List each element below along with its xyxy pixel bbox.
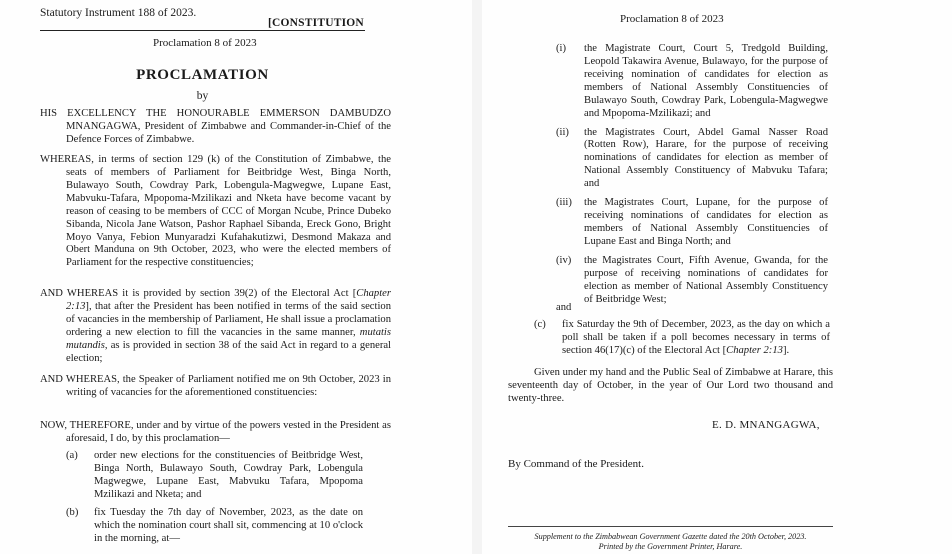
list-item — [66, 507, 363, 546]
whereas-paragraph-2 — [40, 288, 391, 366]
item-text: the Magistrates Court, Fifth Avenue, Gwanda, for the purpose of receiving nominations of candidates for election as member of National Assembly Constituency of Beitbridge West; — [584, 254, 828, 305]
item-c-text-a: fix Saturday the 9th of December, 2023, as the day on which a poll shall be taken if a poll becomes necessary in terms of section 46(17)(c) of the Electoral Act [ — [562, 319, 830, 356]
whereas-paragraph-3: AND WHEREAS, the Speaker of Parliament notified me on 9th October, 2023 in writing of vacancies for the aforementioned constituencies: — [40, 374, 391, 398]
item-number: (ii) — [556, 126, 569, 138]
list-item — [556, 127, 828, 192]
constitution-header: [CONSTITUTION — [268, 17, 364, 29]
whereas2-text-b: ], that after the President has been notified in terms of the said section of vacancies in the membership of Parliament, He shall issue a proclamation ordering a new election to fill the vacancies in the same manner, — [66, 300, 391, 338]
right-proclamation-number: Proclamation 8 of 2023 — [620, 13, 724, 25]
by-line: by — [196, 90, 209, 102]
item-number: (iii) — [556, 197, 572, 209]
list-item — [556, 255, 828, 307]
item-number: (iv) — [556, 254, 572, 266]
statutory-instrument-header: Statutory Instrument 188 of 2023. — [40, 7, 197, 19]
item-number: (i) — [556, 43, 566, 54]
command-line: By Command of the President. — [508, 458, 644, 470]
document-title: PROCLAMATION — [136, 67, 269, 83]
footer-printer: Printed by the Government Printer, Harare. — [598, 542, 743, 552]
footer-supplement: Supplement to the Zimbabwean Government Gazette dated the 20th October, 2023. — [534, 532, 807, 541]
president-paragraph: HIS EXCELLENCY THE HONOURABLE EMMERSON DAMBUDZO MNANGAGWA, President of Zimbabwe and Commander-in-Chief of the Defence Forces of Zimbabwe. — [40, 108, 391, 145]
whereas2-text-a: AND WHEREAS it is provided by section 39(2) of the Electoral Act [ — [40, 288, 357, 299]
item-number: (a) — [66, 450, 78, 461]
list-item — [556, 43, 828, 121]
now-therefore-paragraph: NOW, THEREFORE, under and by virtue of the powers vested in the President as aforesaid, I do, by this proclamation— — [40, 420, 391, 444]
item-text — [562, 319, 830, 358]
footer-divider — [508, 526, 833, 527]
proclamation-number: Proclamation 8 of 2023 — [153, 37, 257, 49]
list-item — [534, 319, 830, 358]
whereas-paragraph-1: WHEREAS, in terms of section 129 (k) of the Constitution of Zimbabwe, the seats of members of Parliament for Beitbridge West, Binga North, Bulawayo South, Cowdray Park, Lobengula-Magwegwe, Lupane East, Mabvuku-Tafara, Mpopoma-Mzilikazi and Nketa have become vacant by reason of ceasing to be members of CCC of Morgan Ncube, Prince Dubeko Sibanda, Nicola Jane Watson, Pashor Raphael Sibanda, Ereck Gono, Bright Moyo Vanya, Febion Munyaradzi Kufahakutizwi, Desmond Makaza and Obert Manduna on 9th October, 2023, who were the elected members of Parliament for the respective constituencies; — [40, 154, 391, 269]
signature: E. D. MNANGAGWA, — [712, 419, 820, 431]
list-item — [66, 450, 363, 502]
item-text: fix Tuesday the 7th day of November, 2023, as the date on which the nomination court shall sit, commencing at 10 o'clock in the morning, at— — [94, 506, 363, 544]
page-gutter — [472, 0, 482, 554]
item-text: the Magistrates Court, Abdel Gamal Nasser Road (Rotten Row), Harare, for the purpose of receiving nominations of candidates for election as member of National Assembly Constituency of Mabvuku Tafara; and — [584, 126, 828, 190]
item-text: order new elections for the constituencies of Beitbridge West, Binga North, Bulawayo South, Cowdray Park, Lobengula Magwegwe, Lupane East, Mabvuku Tafara, Mpopoma Mzilikazi and Nketa; and — [94, 450, 363, 500]
whereas2-text-c: , as is provided in section 38 of the said Act in regard to a general election; — [66, 339, 391, 364]
gazette-footer — [508, 532, 833, 553]
list-item — [556, 197, 828, 249]
item-text: the Magistrate Court, Court 5, Tredgold Building, Leopold Takawira Avenue, Bulawayo, for the purpose of receiving nomination of candidates for election as members of National Assembly Constituencies of Bulawayo South, Cowdray Park, Lobengula-Magwegwe and Mpopoma-Mzilikazi; and — [584, 43, 828, 119]
poll-date-item — [534, 319, 830, 358]
and-connector: and — [556, 302, 572, 313]
whereas2-mutatis: mutatis mutandis — [66, 326, 391, 351]
item-c-text-b: ]. — [782, 344, 790, 356]
item-number: (b) — [66, 506, 79, 518]
given-paragraph: Given under my hand and the Public Seal of Zimbabwe at Harare, this seventeenth day of October, in the year of Our Lord two thousand and twenty-three. — [508, 367, 833, 404]
order-list — [66, 450, 363, 545]
header-divider — [40, 30, 365, 31]
item-text: the Magistrates Court, Lupane, for the purpose of receiving nominations of candidates for election as members of National Assembly Constituencies of Lupane East and Binga North; and — [584, 197, 828, 247]
item-number: (c) — [534, 319, 546, 330]
whereas2-chapter: Chapter 2:13 — [66, 288, 391, 312]
item-c-chapter: Chapter 2:13 — [726, 344, 783, 356]
nomination-courts-list — [556, 43, 828, 307]
